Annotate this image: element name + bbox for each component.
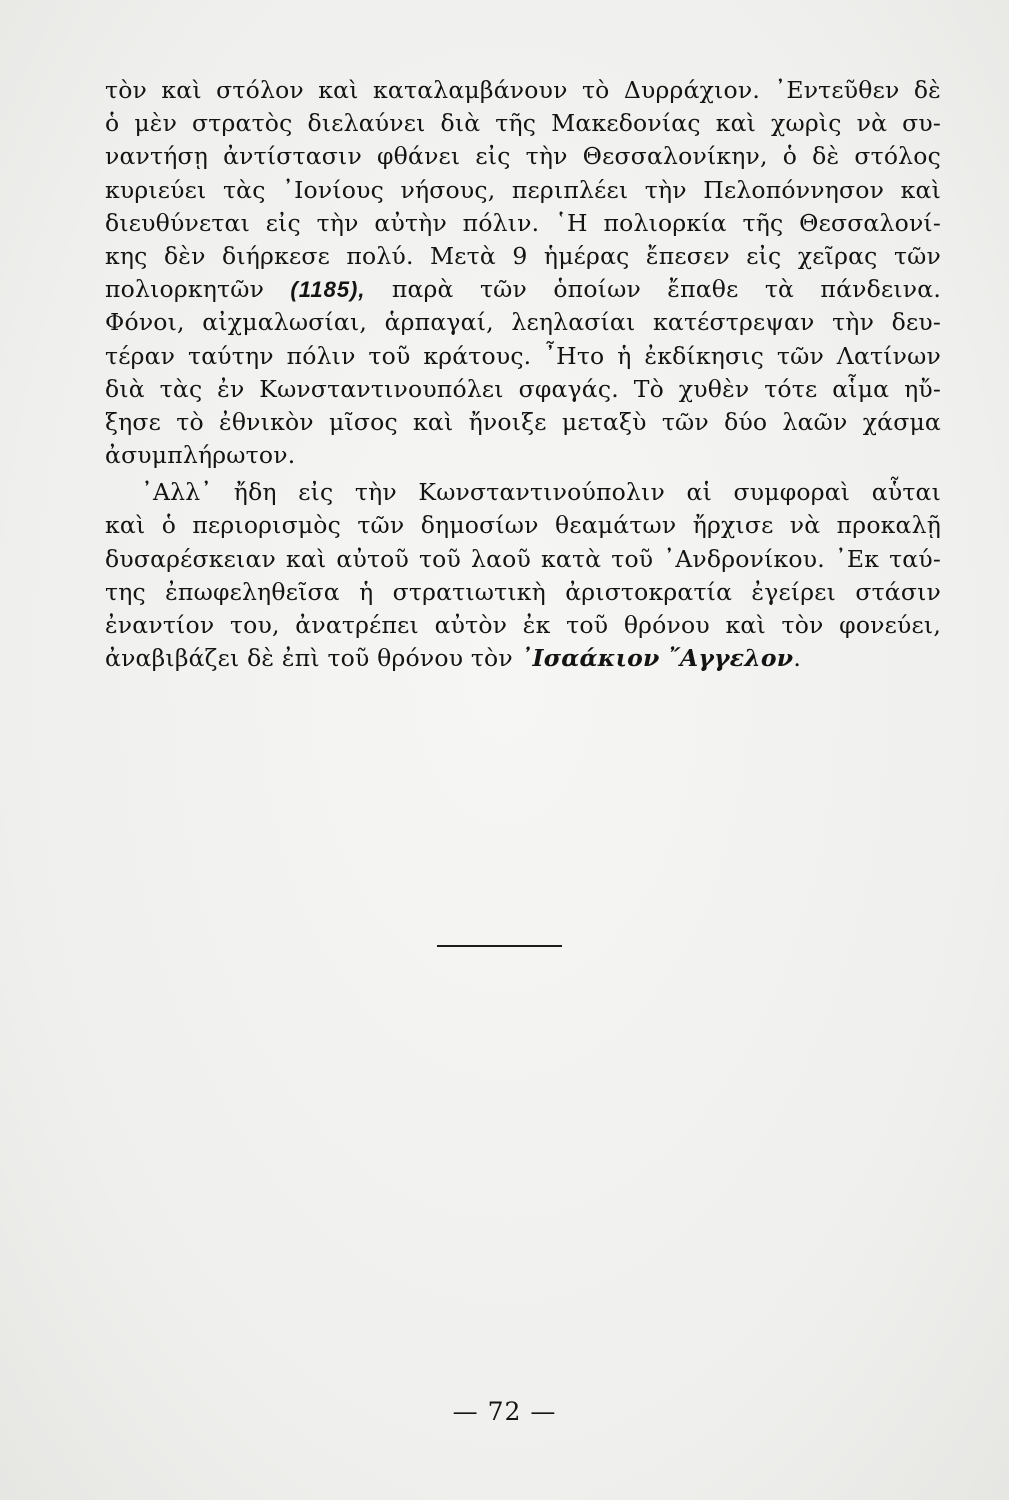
text-line: δυσαρέσκειαν καὶ αὐτοῦ τοῦ λαοῦ κατὰ τοῦ ᾿Ανδρονίκου. ᾿Εκ ταύ- <box>105 544 941 573</box>
text-segment: . <box>793 644 801 673</box>
text-segment: παρὰ τῶν ὁποίων ἔπαθε τὰ πάνδεινα. <box>391 275 941 304</box>
text-line-with-name <box>105 642 941 675</box>
paragraph-2 <box>105 476 941 675</box>
text-line: ἐναντίον του, ἀνατρέπει αὐτὸν ἐκ τοῦ θρόνου καὶ τὸν φονεύει, <box>105 611 941 639</box>
text-line: ναντήσῃ ἀντίστασιν φθάνει εἰς τὴν Θεσσαλονίκην, ὁ δὲ στόλος <box>105 142 941 171</box>
paragraph-1 <box>105 74 941 472</box>
text-line: διὰ τὰς ἐν Κωνσταντινουπόλει σφαγάς. Τὸ χυθὲν τότε αἷμα ηὔ- <box>105 374 941 403</box>
text-line: τὸν καὶ στόλον καὶ καταλαμβάνουν τὸ Δυρράχιον. ᾿Εντεῦθεν δὲ <box>105 76 941 104</box>
text-line: Φόνοι, αἰχμαλωσίαι, ἁρπαγαί, λεηλασίαι κατέστρεψαν τὴν δευ- <box>105 308 941 337</box>
text-line: διευθύνεται εἰς τὴν αὐτὴν πόλιν. ῾Η πολιορκία τῆς Θεσσαλονί- <box>105 208 941 237</box>
text-line: ὁ μὲν στρατὸς διελαύνει διὰ τῆς Μακεδονίας καὶ χωρὶς νὰ συ- <box>105 109 941 138</box>
text-line: τέραν ταύτην πόλιν τοῦ κράτους. ῏Ητο ἡ ἐκδίκησις τῶν Λατίνων <box>105 341 941 370</box>
text-line: ᾿Αλλ᾿ ἤδη εἰς τὴν Κωνσταντινούπολιν αἱ συμφοραὶ αὗται <box>141 478 941 507</box>
name-emphasis: ᾿Ισαάκιον ῎Αγγελον <box>520 644 794 673</box>
text-line: καὶ ὁ περιορισμὸς τῶν δημοσίων θεαμάτων ἤρχισε νὰ προκαλῇ <box>105 511 941 540</box>
page-number: — 72 — <box>452 1397 557 1426</box>
body-text <box>105 74 941 675</box>
year-emphasis: (1185), <box>290 277 366 303</box>
text-segment: ἀναβιβάζει δὲ ἐπὶ τοῦ θρόνου τὸν <box>105 644 513 673</box>
text-line-with-year <box>105 273 941 306</box>
text-line: κης δὲν διήρκεσε πολύ. Μετὰ 9 ἡμέρας ἔπεσεν εἰς χεῖρας τῶν <box>105 241 941 270</box>
text-line: ξησε τὸ ἐθνικὸν μῖσος καὶ ἤνοιξε μεταξὺ τῶν δύο λαῶν χάσμα <box>105 407 941 436</box>
text-line: ἀσυμπλήρωτον. <box>105 441 296 470</box>
text-line: κυριεύει τὰς ᾿Ιονίους νήσους, περιπλέει τὴν Πελοπόννησον καὶ <box>105 175 941 204</box>
text-line: της ἐπωφεληθεῖσα ἡ στρατιωτικὴ ἀριστοκρατία ἐγείρει στάσιν <box>105 577 941 606</box>
section-divider <box>437 945 562 947</box>
text-segment: πολιορκητῶν <box>105 275 265 304</box>
